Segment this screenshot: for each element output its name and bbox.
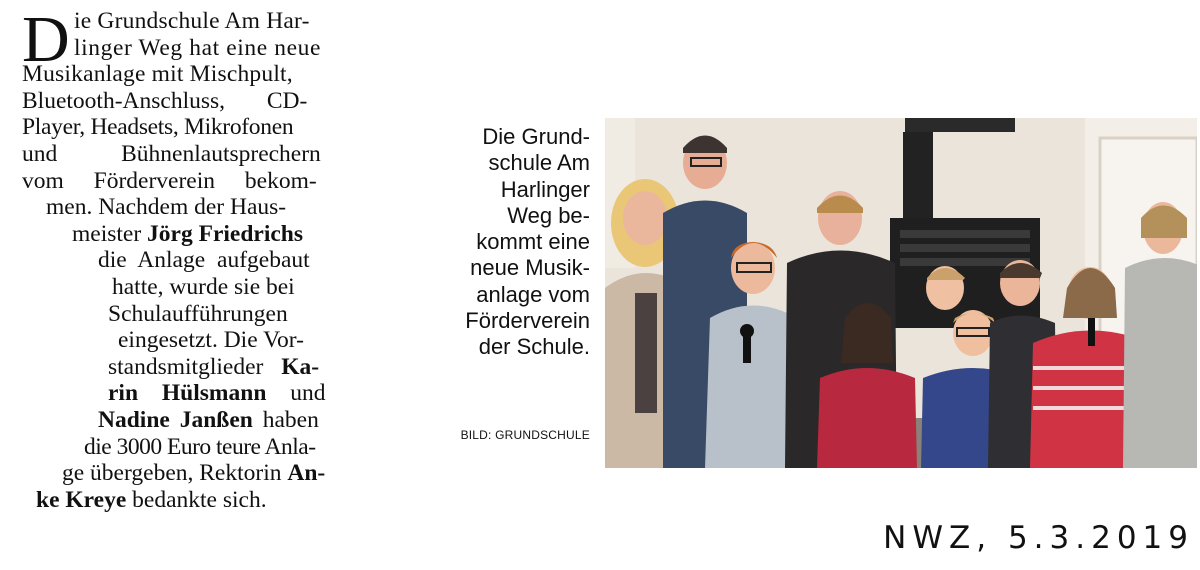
article-line: die 3000 Euro teure Anla-: [84, 433, 316, 460]
group-photo-illustration: [605, 118, 1197, 468]
article-line: Bluetooth-Anschluss, CD-: [22, 87, 308, 114]
article-body: [22, 3, 390, 513]
person-name: Jörg Friedrichs: [147, 220, 304, 247]
article-line: und: [290, 380, 326, 407]
article-line: die Anlage aufgebaut: [98, 247, 310, 274]
drop-cap: D: [22, 3, 70, 76]
caption-line: Förderverein: [465, 308, 590, 334]
caption-line: Weg be-: [507, 202, 590, 228]
article-line: linger Weg hat eine neue: [74, 34, 321, 61]
article-line: ie Grundschule Am Har-: [74, 8, 310, 34]
article-line: Schulaufführungen: [108, 300, 288, 327]
caption-line: schule Am: [488, 150, 590, 176]
person-name: Nadine Janßen: [98, 406, 253, 433]
person-name: Ka-: [281, 353, 320, 380]
article-line: Musikanlage mit Mischpult,: [22, 61, 293, 88]
article-line: men. Nachdem der Haus-: [46, 194, 287, 221]
person-name: An-: [287, 460, 326, 487]
article-line: bedankte sich.: [132, 486, 267, 513]
person-name: ke Kreye: [36, 486, 127, 513]
group-photo: [605, 118, 1197, 468]
article-line: standsmitglieder: [108, 353, 264, 380]
article-line: eingesetzt. Die Vor-: [118, 327, 304, 354]
article-line: vom Förderverein bekom-: [22, 167, 317, 194]
caption-line: kommt eine: [476, 229, 590, 255]
person-name: rin Hülsmann: [108, 380, 267, 407]
article-line: und Bühnenlautsprechern: [22, 140, 321, 167]
article-line: ge übergeben, Rektorin: [62, 460, 282, 487]
photo-caption: [420, 124, 590, 361]
caption-line: neue Musik-: [470, 255, 590, 281]
photo-credit: BILD: GRUNDSCHULE: [460, 428, 590, 442]
article-line: meister: [72, 220, 142, 247]
caption-line: der Schule.: [478, 334, 590, 360]
article-line: Player, Headsets, Mikrofonen: [22, 114, 294, 141]
caption-line: anlage vom: [476, 281, 590, 307]
article-line: haben: [262, 406, 319, 433]
caption-line: Harlinger: [500, 176, 590, 202]
article-line: hatte, wurde sie bei: [112, 273, 295, 300]
source-citation: NWZ, 5.3.2019: [883, 520, 1194, 556]
caption-line: Die Grund-: [482, 124, 590, 149]
